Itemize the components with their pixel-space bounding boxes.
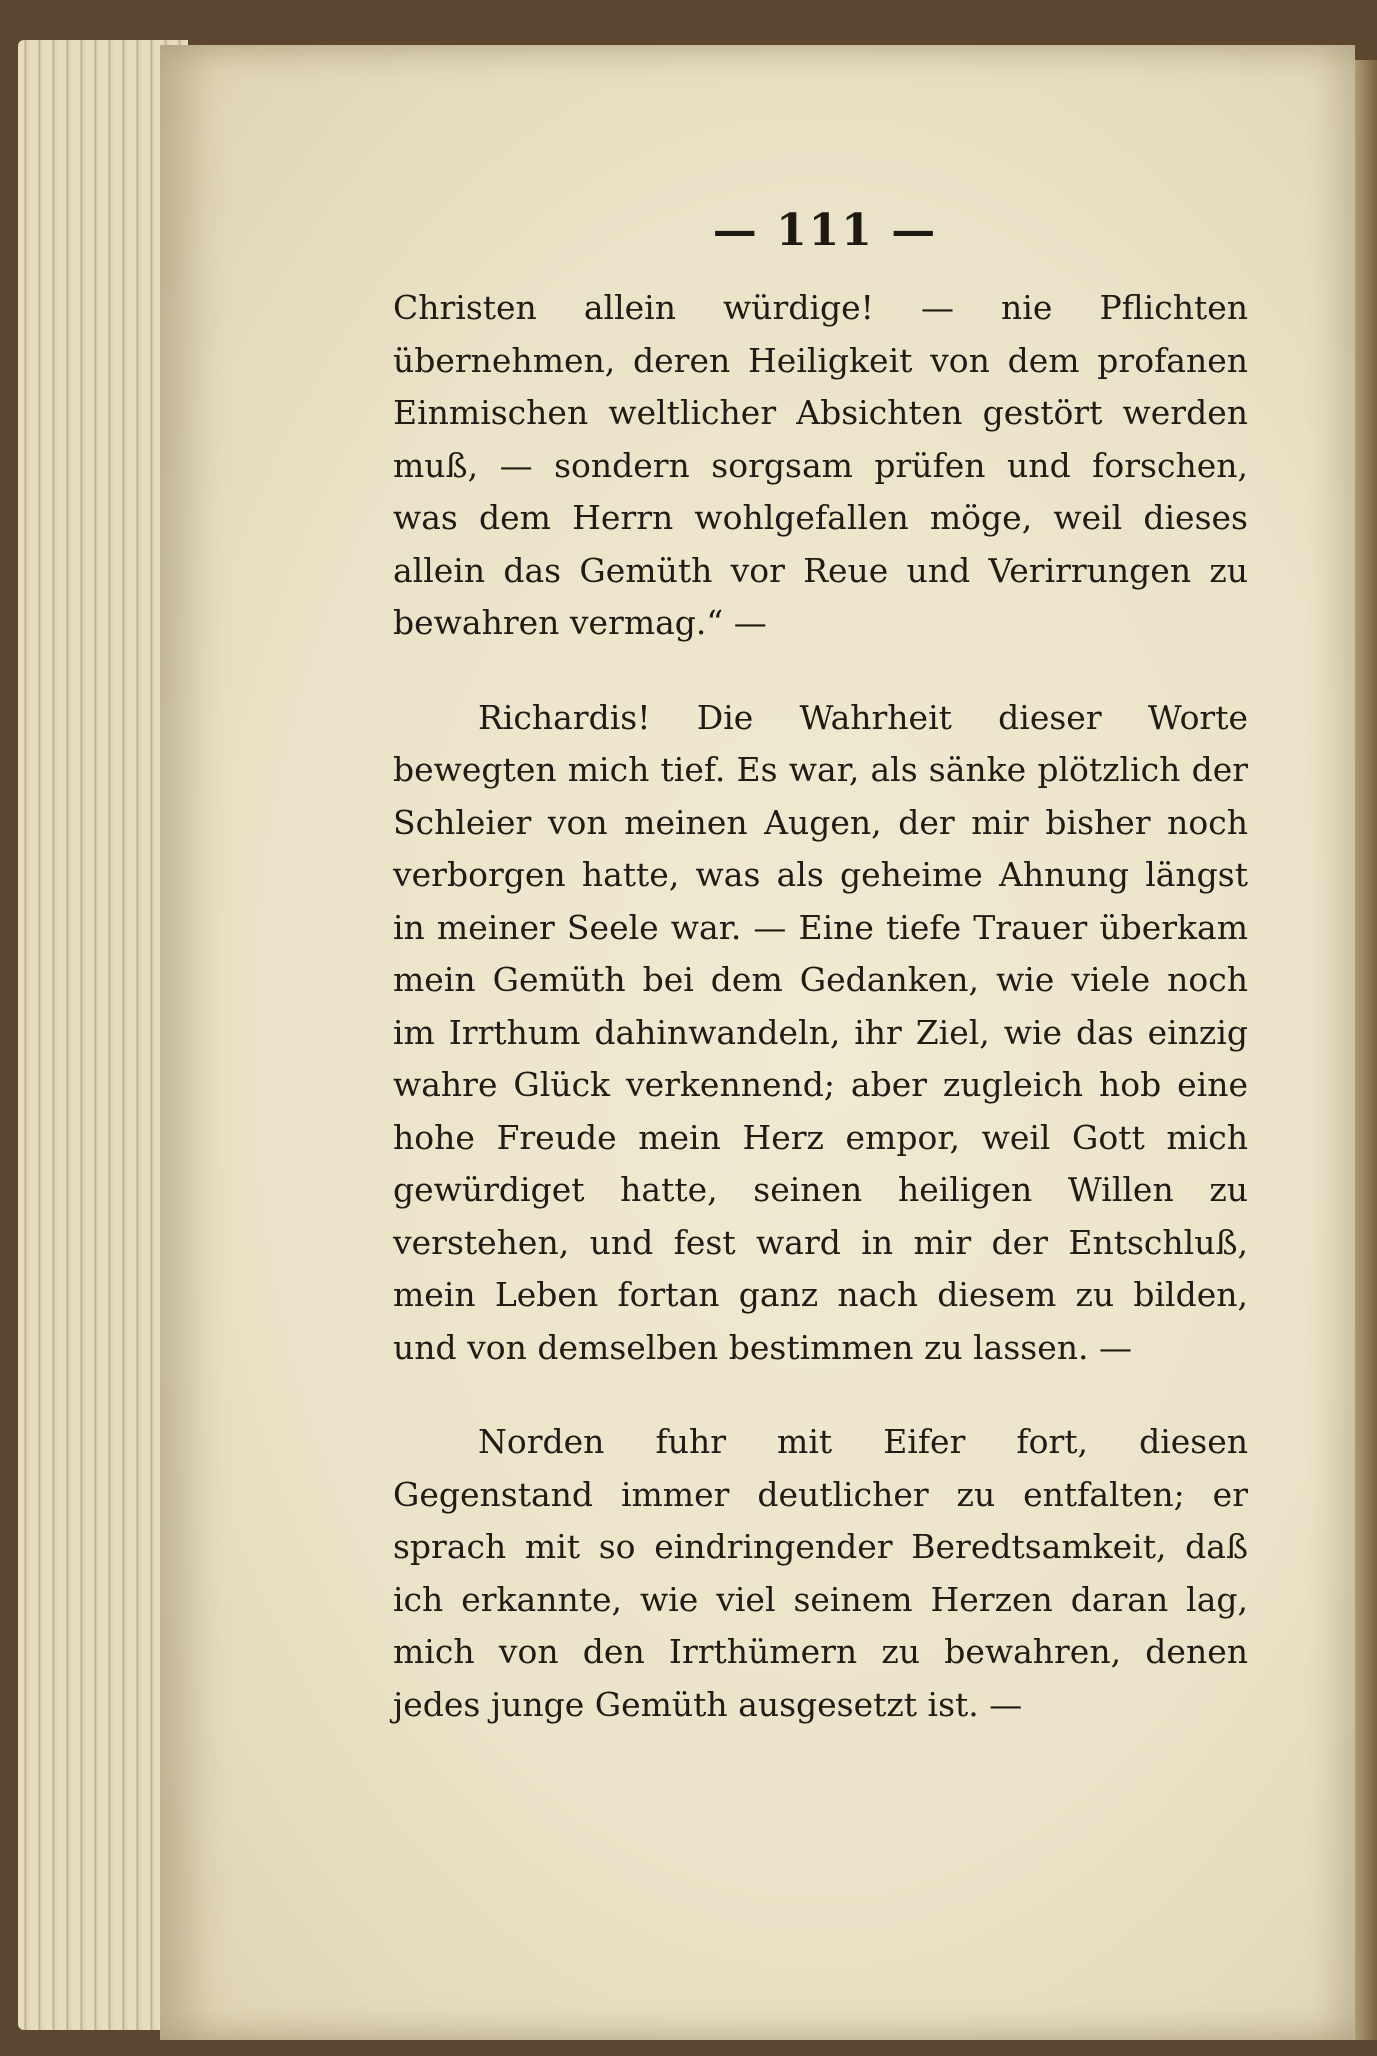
page-text xyxy=(393,282,1248,1731)
page-number: — 111 — xyxy=(712,205,938,256)
paragraph-1: Christen allein würdige! — nie Pflichten übernehmen, deren Heiligkeit von dem profanen Einmischen weltlicher Absichten gestört werden muß, — sondern sorgsam prüfen und forschen, was dem Herrn wohlgefallen möge, weil dieses allein das Gemüth vor Reue und Verirrungen zu bewahren vermag.“ — xyxy=(393,288,1248,642)
paragraph-2: Richardis! Die Wahrheit dieser Worte bewegten mich tief. Es war, als sänke plötzlich der Schleier von meinen Augen, der mir bisher noch verborgen hatte, was als geheime Ahnung längst in meiner Seele war. — Eine tiefe Trauer überkam mein Gemüth bei dem Gedanken, wie viele noch im Irrthum dahinwandeln, ihr Ziel, wie das einzig wahre Glück verkennend; aber zugleich hob eine hohe Freude mein Herz empor, weil Gott mich gewürdiget hatte, seinen heiligen Willen zu verstehen, und fest ward in mir der Entschluß, mein Leben fortan ganz nach diesem zu bilden, und von demselben bestimmen zu lassen. — xyxy=(393,697,1248,1367)
paragraph-3: Norden fuhr mit Eifer fort, diesen Gegenstand immer deutlicher zu entfalten; er sprach mit so eindringender Beredtsamkeit, daß ich erkannte, wie viel seinem Herzen daran lag, mich von den Irrthümern zu bewahren, denen jedes junge Gemüth ausgesetzt ist. — xyxy=(393,1422,1248,1724)
